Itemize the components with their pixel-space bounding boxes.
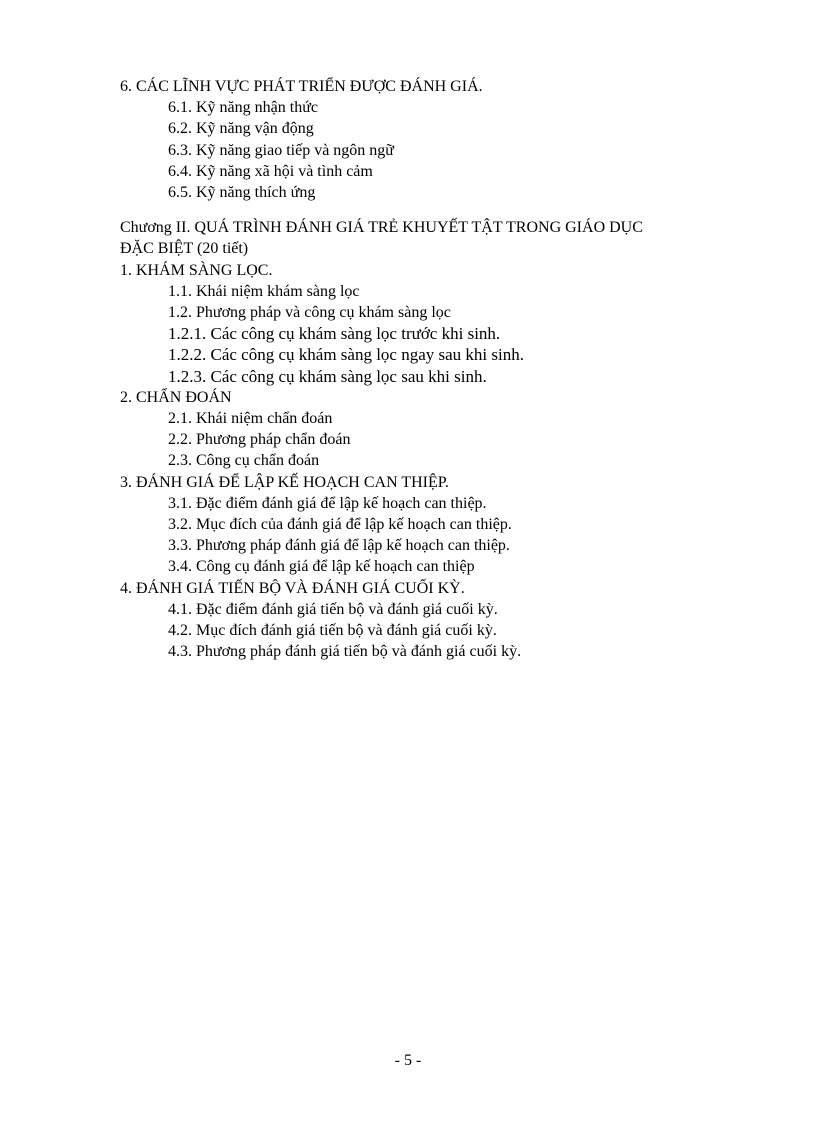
subsection-item: 6.4. Kỹ năng xã hội và tình cảm	[168, 162, 373, 180]
section-heading: 6. CÁC LĨNH VỰC PHÁT TRIỂN ĐƯỢC ĐÁNH GIÁ.	[120, 78, 483, 95]
subsection-item: 1.2.1. Các công cụ khám sàng lọc trước khi sinh.	[168, 324, 501, 344]
subsection-item: 1.1. Khái niệm khám sàng lọc	[168, 282, 360, 300]
subsection-item: 6.1. Kỹ năng nhận thức	[168, 99, 318, 117]
subsection-item: 3.3. Phương pháp đánh giá để lập kế hoạch can thiệp.	[168, 537, 510, 555]
subsection-item: 4.2. Mục đích đánh giá tiến bộ và đánh giá cuối kỳ.	[168, 622, 497, 640]
subsection-item: 6.5. Kỹ năng thích ứng	[168, 184, 316, 202]
subsection-item: 6.2. Kỹ năng vận động	[168, 120, 314, 138]
subsection-item: 3.4. Công cụ đánh giá để lập kế hoạch can thiệp	[168, 558, 475, 576]
section-heading: 1. KHÁM SÀNG LỌC.	[120, 261, 273, 279]
subsection-item: 4.1. Đặc điểm đánh giá tiến bộ và đánh giá cuối kỳ.	[168, 600, 498, 618]
subsection-item: 2.1. Khái niệm chẩn đoán	[168, 410, 333, 428]
table-of-contents	[120, 76, 720, 662]
subsection-item: 2.2. Phương pháp chẩn đoán	[168, 431, 351, 449]
section-heading: 2. CHẨN ĐOÁN	[120, 388, 232, 406]
subsection-item: 3.2. Mục đích của đánh giá để lập kế hoạch can thiệp.	[168, 516, 512, 534]
chapter-title-line: ĐẶC BIỆT (20 tiết)	[120, 240, 249, 258]
subsection-item: 1.2.2. Các công cụ khám sàng lọc ngay sau khi sinh.	[168, 345, 524, 365]
page-number: - 5 -	[394, 1052, 422, 1069]
subsection-item: 1.2.3. Các công cụ khám sàng lọc sau khi sinh.	[168, 366, 487, 386]
subsection-item: 1.2. Phương pháp và công cụ khám sàng lọc	[168, 304, 451, 322]
subsection-item: 3.1. Đặc điểm đánh giá để lập kế hoạch can thiệp.	[168, 494, 487, 512]
subsection-item: 4.3. Phương pháp đánh giá tiến bộ và đánh giá cuối kỳ.	[168, 643, 522, 661]
chapter-title-line: Chương II. QUÁ TRÌNH ĐÁNH GIÁ TRẺ KHUYẾT TẬT TRONG GIÁO DỤC	[120, 219, 643, 237]
subsection-item: 2.3. Công cụ chẩn đoán	[168, 452, 320, 470]
section-heading: 3. ĐÁNH GIÁ ĐỂ LẬP KẾ HOẠCH CAN THIỆP.	[120, 473, 449, 491]
section-heading: 4. ĐÁNH GIÁ TIẾN BỘ VÀ ĐÁNH GIÁ CUỐI KỲ.	[120, 579, 465, 597]
spacer	[120, 203, 720, 217]
subsection-item: 6.3. Kỹ năng giao tiếp và ngôn ngữ	[168, 141, 394, 159]
